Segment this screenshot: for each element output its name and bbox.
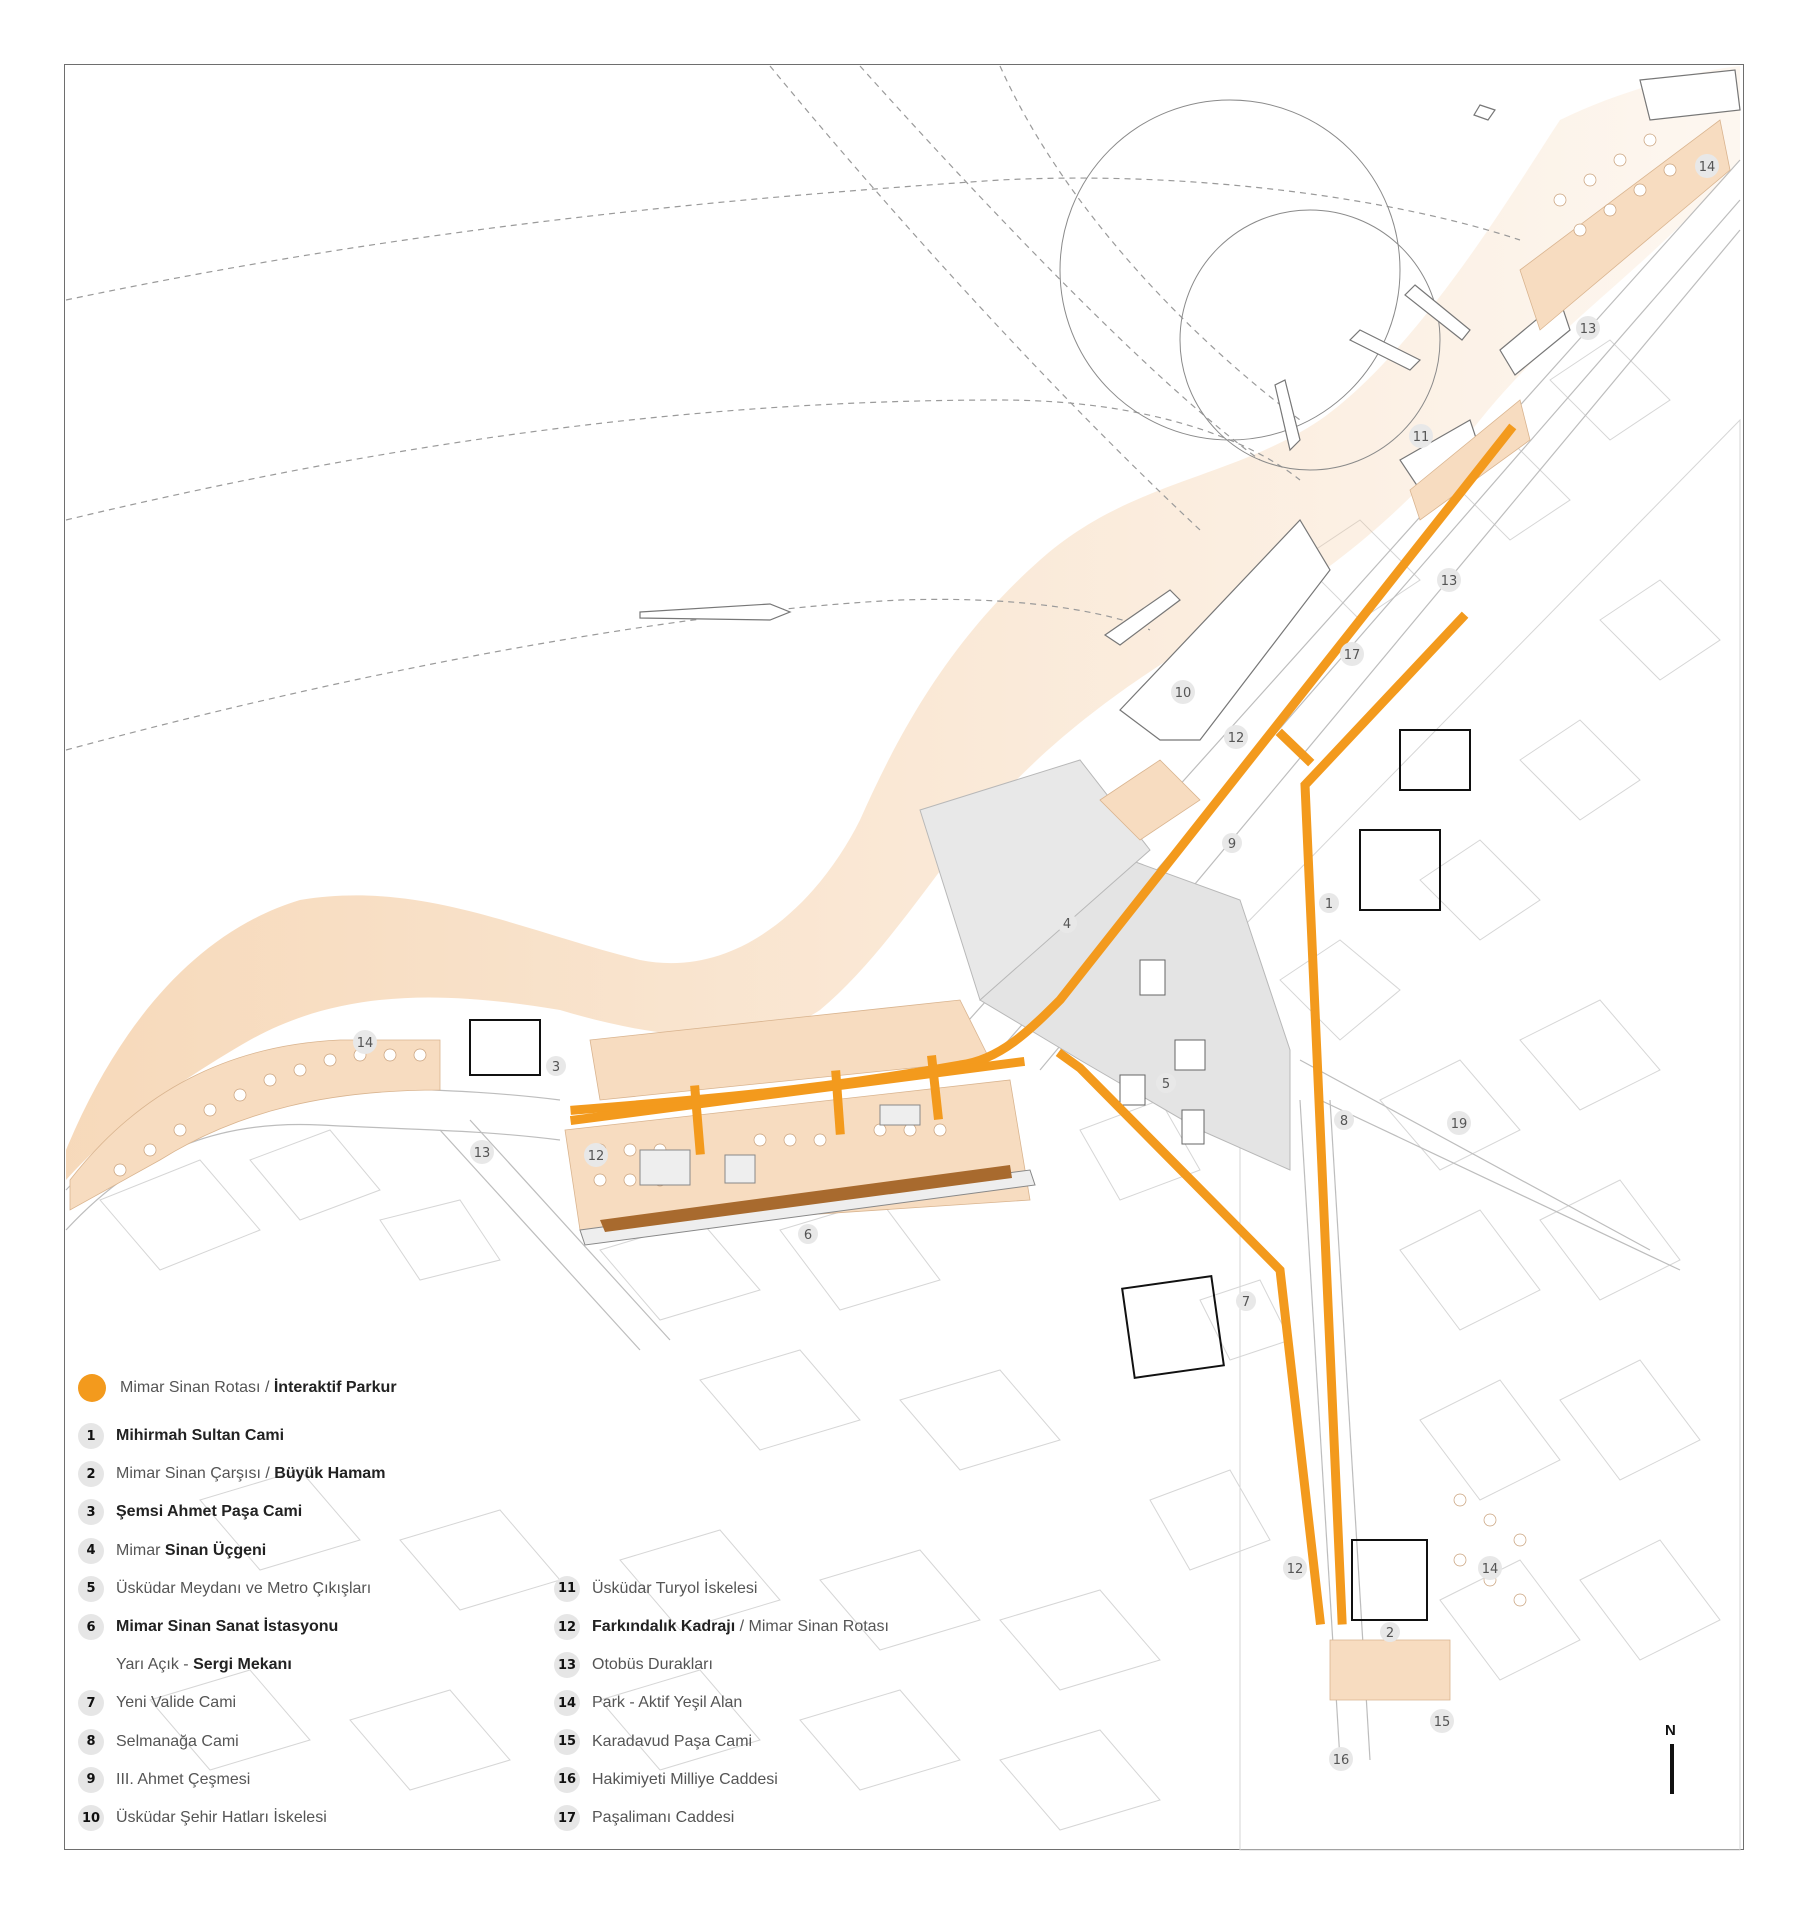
map-label (1340, 642, 1364, 666)
svg-text:14: 14 (356, 1036, 374, 1051)
map-label (1576, 316, 1600, 340)
route-swatch (78, 1374, 106, 1402)
legend-route (78, 1374, 397, 1402)
svg-text:12: 12 (1286, 1562, 1304, 1577)
map-label (1319, 893, 1339, 913)
legend-item-text: Karadavud Paşa Cami (592, 1732, 753, 1750)
svg-text:16: 16 (1332, 1753, 1350, 1768)
legend-item-number: 10 (78, 1805, 104, 1831)
legend-item-number: 2 (78, 1461, 104, 1487)
map-label (1437, 568, 1461, 592)
legend-item-text: Selmanağa Cami (116, 1732, 239, 1750)
legend-item-number: 4 (78, 1538, 104, 1564)
svg-text:3: 3 (551, 1060, 561, 1075)
legend-route-label-2: İnteraktif Parkur (273, 1379, 397, 1396)
map-label (1478, 1556, 1502, 1580)
ferry-routes (66, 66, 1520, 750)
legend-item (554, 1613, 889, 1641)
legend-item (78, 1575, 371, 1603)
svg-text:12: 12 (587, 1149, 605, 1164)
legend-item-number: 9 (78, 1767, 104, 1793)
svg-text:15: 15 (1433, 1715, 1451, 1730)
legend-item-text: Mimar Sinan Sanat İstasyonu (116, 1618, 339, 1635)
svg-text:2: 2 (1385, 1626, 1395, 1641)
legend-item (554, 1651, 713, 1679)
svg-text:14: 14 (1481, 1562, 1499, 1577)
legend-item-number: 12 (554, 1614, 580, 1640)
legend-item-text: Mimar Sinan Çarşısı (116, 1465, 261, 1483)
map-label (1224, 725, 1248, 749)
svg-text:19: 19 (1450, 1117, 1468, 1132)
legend-item-text: Üsküdar Turyol İskelesi (592, 1579, 758, 1597)
legend-item-text: Park - Aktif Yeşil Alan (592, 1694, 743, 1712)
map-label (1380, 1622, 1400, 1642)
map-label (546, 1056, 566, 1076)
legend-item-text: Yarı Açık - (116, 1656, 194, 1674)
svg-text:12: 12 (1227, 731, 1245, 746)
map-label (1430, 1709, 1454, 1733)
svg-text:17: 17 (1343, 648, 1361, 663)
legend-item (554, 1804, 734, 1832)
svg-text:13: 13 (473, 1146, 491, 1161)
legend-item (78, 1651, 292, 1679)
legend-item-number: 14 (554, 1690, 580, 1716)
legend-item-number: 11 (554, 1576, 580, 1602)
legend-item-text: Şemsi Ahmet Paşa Cami (116, 1503, 303, 1521)
map-label (1236, 1291, 1256, 1311)
svg-text:8: 8 (1339, 1114, 1349, 1129)
legend-item-number: 17 (554, 1805, 580, 1831)
legend-item-text: III. Ahmet Çeşmesi (116, 1770, 251, 1788)
map-label (1057, 913, 1077, 933)
legend-item-text: / (260, 1465, 275, 1483)
map-label (1283, 1556, 1307, 1580)
svg-text:10: 10 (1174, 686, 1192, 701)
legend-item-text: Mimar (116, 1541, 165, 1559)
legend (78, 1374, 1078, 1844)
map-label (1334, 1110, 1354, 1130)
map-label (470, 1140, 494, 1164)
svg-text:13: 13 (1579, 322, 1597, 337)
legend-item-text: Üsküdar Meydanı ve Metro Çıkışları (116, 1579, 372, 1597)
legend-item-text: Büyük Hamam (274, 1465, 386, 1483)
legend-route-label-1: Mimar Sinan Rotası (120, 1379, 261, 1396)
legend-item-text: Hakimiyeti Milliye Caddesi (592, 1770, 778, 1788)
legend-item-number: 13 (554, 1652, 580, 1678)
north-arrow-bar (1670, 1744, 1674, 1794)
legend-item-text: Paşalimanı Caddesi (592, 1809, 735, 1826)
legend-item-text: Yeni Valide Cami (116, 1694, 237, 1712)
legend-route-sep: / (260, 1379, 274, 1396)
map-label (353, 1030, 377, 1054)
legend-item-text: Üsküdar Şehir Hatları İskelesi (116, 1809, 327, 1826)
legend-item (78, 1766, 250, 1794)
legend-item (554, 1575, 757, 1603)
map-label (1409, 424, 1433, 448)
legend-item (554, 1766, 778, 1794)
svg-text:14: 14 (1698, 160, 1716, 175)
legend-item (78, 1460, 385, 1488)
legend-item-number: 15 (554, 1729, 580, 1755)
legend-item-text: / Mimar Sinan Rotası (735, 1618, 889, 1635)
svg-text:7: 7 (1241, 1295, 1251, 1310)
legend-item-number: 5 (78, 1576, 104, 1602)
map-label (1171, 680, 1195, 704)
map-label (1695, 154, 1719, 178)
legend-item (554, 1689, 742, 1717)
legend-item (78, 1613, 338, 1641)
svg-text:11: 11 (1412, 430, 1430, 445)
legend-item (78, 1804, 327, 1832)
map-label (1222, 833, 1242, 853)
svg-text:1: 1 (1324, 897, 1334, 912)
legend-item-text: Otobüs Durakları (592, 1656, 713, 1674)
legend-item-text: Farkındalık Kadrajı (592, 1618, 736, 1635)
svg-text:4: 4 (1062, 917, 1072, 932)
svg-text:5: 5 (1161, 1077, 1171, 1092)
legend-item (78, 1537, 266, 1565)
svg-text:13: 13 (1440, 574, 1458, 589)
legend-item-number: 16 (554, 1767, 580, 1793)
north-arrow (1660, 1722, 1684, 1802)
svg-text:9: 9 (1227, 837, 1237, 852)
legend-item-number: 6 (78, 1614, 104, 1640)
legend-item-number: 8 (78, 1729, 104, 1755)
legend-item (78, 1728, 239, 1756)
legend-item-text: Sinan Üçgeni (164, 1541, 267, 1559)
legend-item (78, 1689, 236, 1717)
north-label: N (1665, 1722, 1676, 1739)
legend-item-number: 7 (78, 1690, 104, 1716)
legend-item-number: 1 (78, 1423, 104, 1449)
legend-item (554, 1728, 752, 1756)
map-label (798, 1224, 818, 1244)
map-label (1156, 1073, 1176, 1093)
legend-item (78, 1498, 302, 1526)
legend-item-text: Mihirmah Sultan Cami (116, 1427, 285, 1444)
svg-text:6: 6 (803, 1228, 813, 1243)
map-label (1447, 1111, 1471, 1135)
map-label (1329, 1747, 1353, 1771)
legend-item-text: Sergi Mekanı (193, 1656, 292, 1674)
map-label (584, 1143, 608, 1167)
legend-item-number: 3 (78, 1499, 104, 1525)
legend-item (78, 1422, 284, 1450)
